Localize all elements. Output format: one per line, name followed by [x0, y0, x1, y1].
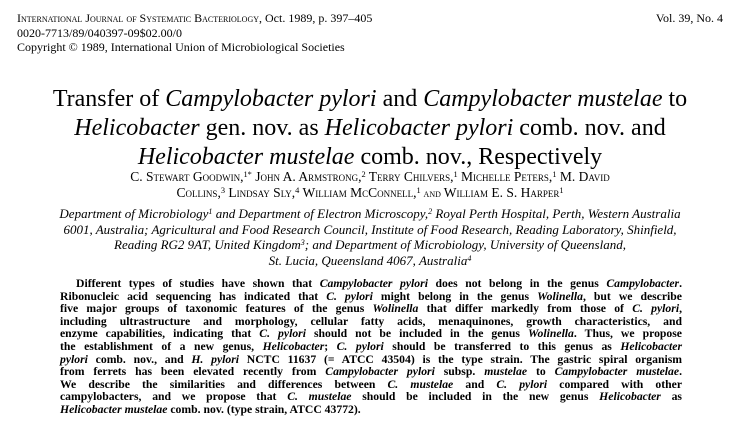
- abstract-line: [60, 404, 682, 417]
- abstract-taxon: C. pylori: [326, 289, 373, 303]
- abstract-text: Ribonucleic acid sequencing has indicated that: [60, 289, 327, 303]
- author-name: C. Stewart Goodwin,: [130, 169, 244, 184]
- abstract-taxon: Campylobacter: [606, 277, 680, 290]
- abstract-text: We describe the similarities and differences between: [60, 377, 388, 391]
- affiliation-text: Reading RG2 9AT, United Kingdom: [114, 237, 301, 252]
- author-line: [0, 169, 740, 185]
- abstract-line: [60, 303, 682, 316]
- journal-date-pages: , Oct. 1989, p. 397–405: [259, 11, 373, 25]
- doi-code: 0020-7713/89/040397-09$02.00/0: [17, 25, 182, 40]
- affiliation-marker: 2: [428, 206, 433, 216]
- title-taxon: Helicobacter mustelae: [137, 144, 355, 170]
- affiliation-text: ; and Department of Microbiology, University of Queensland,: [304, 237, 626, 252]
- abstract-taxon: Wolinella: [528, 327, 574, 341]
- affiliation-marker: 4: [295, 185, 300, 195]
- abstract-text: from ferrets has been elevated recently from: [60, 365, 326, 379]
- author-name: William E. S. Harper: [443, 185, 560, 200]
- abstract-text: enzyme capabilities, indicating that: [60, 327, 260, 341]
- abstract-taxon: H. pylori: [191, 352, 240, 366]
- abstract-text: , but we describe: [583, 289, 682, 303]
- affiliation-text: and Department of Electron Microscopy,: [212, 206, 429, 221]
- affiliation-marker: 4: [467, 253, 472, 263]
- title-taxon: Helicobacter: [74, 115, 200, 141]
- abstract-text: Different types of studies have shown that: [76, 277, 320, 290]
- abstract-text: . Thus, we propose: [573, 327, 682, 341]
- abstract-taxon: Helicobacter: [620, 339, 683, 353]
- affiliation-marker: 2: [361, 169, 366, 179]
- abstract-text: .: [679, 365, 682, 379]
- abstract-taxon: C. mustelae: [287, 390, 352, 404]
- title-text: to: [662, 86, 688, 112]
- abstract-text: compared with other: [547, 377, 683, 391]
- copyright-line: Copyright © 1989, International Union of Microbiological Societies: [17, 40, 345, 54]
- abstract-text: and: [453, 377, 497, 391]
- abstract-taxon: C. pylori: [632, 302, 680, 316]
- affiliation-text: Royal Perth Hospital, Perth, Western Australia: [432, 206, 681, 221]
- title-taxon: Campylobacter pylori: [165, 86, 377, 112]
- abstract-taxon: Campylobacter pylori: [319, 277, 428, 290]
- author-name: William McConnell,: [299, 185, 417, 200]
- affiliation-marker: 1*: [243, 169, 252, 179]
- abstract-text: ,: [679, 302, 682, 316]
- affiliation-marker: 1: [416, 185, 421, 195]
- paper-title: [0, 85, 740, 172]
- affiliation-marker: 3: [220, 185, 226, 195]
- abstract-text: .: [679, 277, 682, 290]
- abstract-taxon: mustelae: [484, 365, 528, 379]
- affiliation-marker: 1: [453, 169, 458, 179]
- abstract-taxon: Wolinella: [537, 289, 583, 303]
- abstract-text: subsp.: [434, 365, 485, 379]
- abstract-taxon: pylori: [60, 352, 88, 366]
- author-conjunction: and: [420, 188, 444, 200]
- abstract-text: five major groups of taxonomic features of the genus: [60, 302, 373, 316]
- author-name: Terry Chilvers,: [365, 169, 454, 184]
- title-taxon: Campylobacter mustelae: [423, 86, 663, 112]
- affiliation-marker: 3: [300, 237, 305, 247]
- abstract-text: NCTC 11637 (= ATCC 43504) is the type strain. The gastric spiral organism: [239, 352, 682, 366]
- author-list: [0, 169, 740, 202]
- abstract-taxon: Wolinella: [372, 302, 419, 316]
- title-text: comb. nov., Respectively: [354, 144, 603, 170]
- abstract-taxon: Campylobacter pylori: [325, 365, 435, 379]
- abstract-text: comb. nov., and: [87, 352, 192, 366]
- abstract-line: including ultrastructure and morphology, cellular fatty acids, menaquinones, growth characteristics, and: [60, 314, 682, 328]
- author-line: [0, 185, 740, 202]
- journal-header: [17, 11, 372, 55]
- abstract-text: should be included in the new genus: [351, 390, 600, 404]
- author-name: Lindsay Sly,: [225, 185, 296, 200]
- abstract-text: should be transferred to this genus as: [383, 339, 621, 353]
- abstract-text: as: [660, 390, 682, 404]
- abstract-taxon: C. pylori: [259, 327, 306, 341]
- abstract-text: comb. nov. (type strain, ATCC 43772).: [167, 402, 361, 416]
- title-text: and: [376, 86, 424, 112]
- abstract-text: that differ markedly from those of: [418, 302, 633, 316]
- abstract-text: might belong in the genus: [372, 289, 538, 303]
- title-text: Transfer of: [52, 86, 166, 112]
- affiliation-line: 6001, Australia; Agricultural and Food Research Council, Institute of Food Research, Reading Laboratory, Shinfield,: [63, 221, 677, 237]
- title-line: [0, 114, 740, 143]
- title-text: gen. nov. as: [199, 115, 325, 141]
- abstract-taxon: Helicobacter mustelae: [60, 402, 168, 416]
- abstract-text: ;: [324, 339, 337, 353]
- abstract-text: the establishment of a new genus,: [60, 339, 263, 353]
- abstract: [60, 278, 682, 417]
- affiliation-marker: 1: [559, 185, 564, 195]
- abstract-text: does not belong in the genus: [427, 277, 607, 290]
- abstract-text: should not be included in the genus: [305, 327, 529, 341]
- affiliation-text: St. Lucia, Queensland 4067, Australia: [268, 252, 468, 268]
- author-name: John A. Armstrong,: [251, 169, 362, 184]
- author-name: M. David: [556, 169, 610, 184]
- title-text: comb. nov. and: [513, 115, 666, 141]
- abstract-taxon: Helicobacter: [599, 390, 661, 404]
- abstract-taxon: C. pylori: [336, 339, 384, 353]
- title-taxon: Helicobacter pylori: [324, 115, 514, 141]
- journal-citation-line: [17, 11, 372, 26]
- affiliations: [0, 206, 740, 268]
- volume-issue: Vol. 39, No. 4: [655, 11, 723, 25]
- abstract-taxon: Helicobacter: [262, 339, 325, 353]
- author-name: Collins,: [176, 185, 221, 200]
- affiliation-text: Department of Microbiology: [59, 206, 209, 221]
- title-line: [0, 85, 740, 114]
- affiliation-line: [0, 206, 740, 222]
- affiliation-line: [0, 237, 740, 253]
- abstract-text: campylobacters, and we propose that: [60, 390, 288, 404]
- abstract-taxon: Campylobacter mustelae: [554, 365, 680, 379]
- affiliation-marker: 1: [552, 169, 557, 179]
- abstract-taxon: C. pylori: [496, 377, 548, 391]
- affiliation-line: [0, 253, 740, 269]
- journal-name: International Journal of Systematic Bacteriology: [17, 11, 259, 25]
- abstract-text: to: [527, 365, 555, 379]
- title-line: [0, 143, 740, 172]
- author-name: Michelle Peters,: [457, 169, 553, 184]
- affiliation-marker: 1: [208, 206, 213, 216]
- abstract-taxon: C. mustelae: [387, 377, 454, 391]
